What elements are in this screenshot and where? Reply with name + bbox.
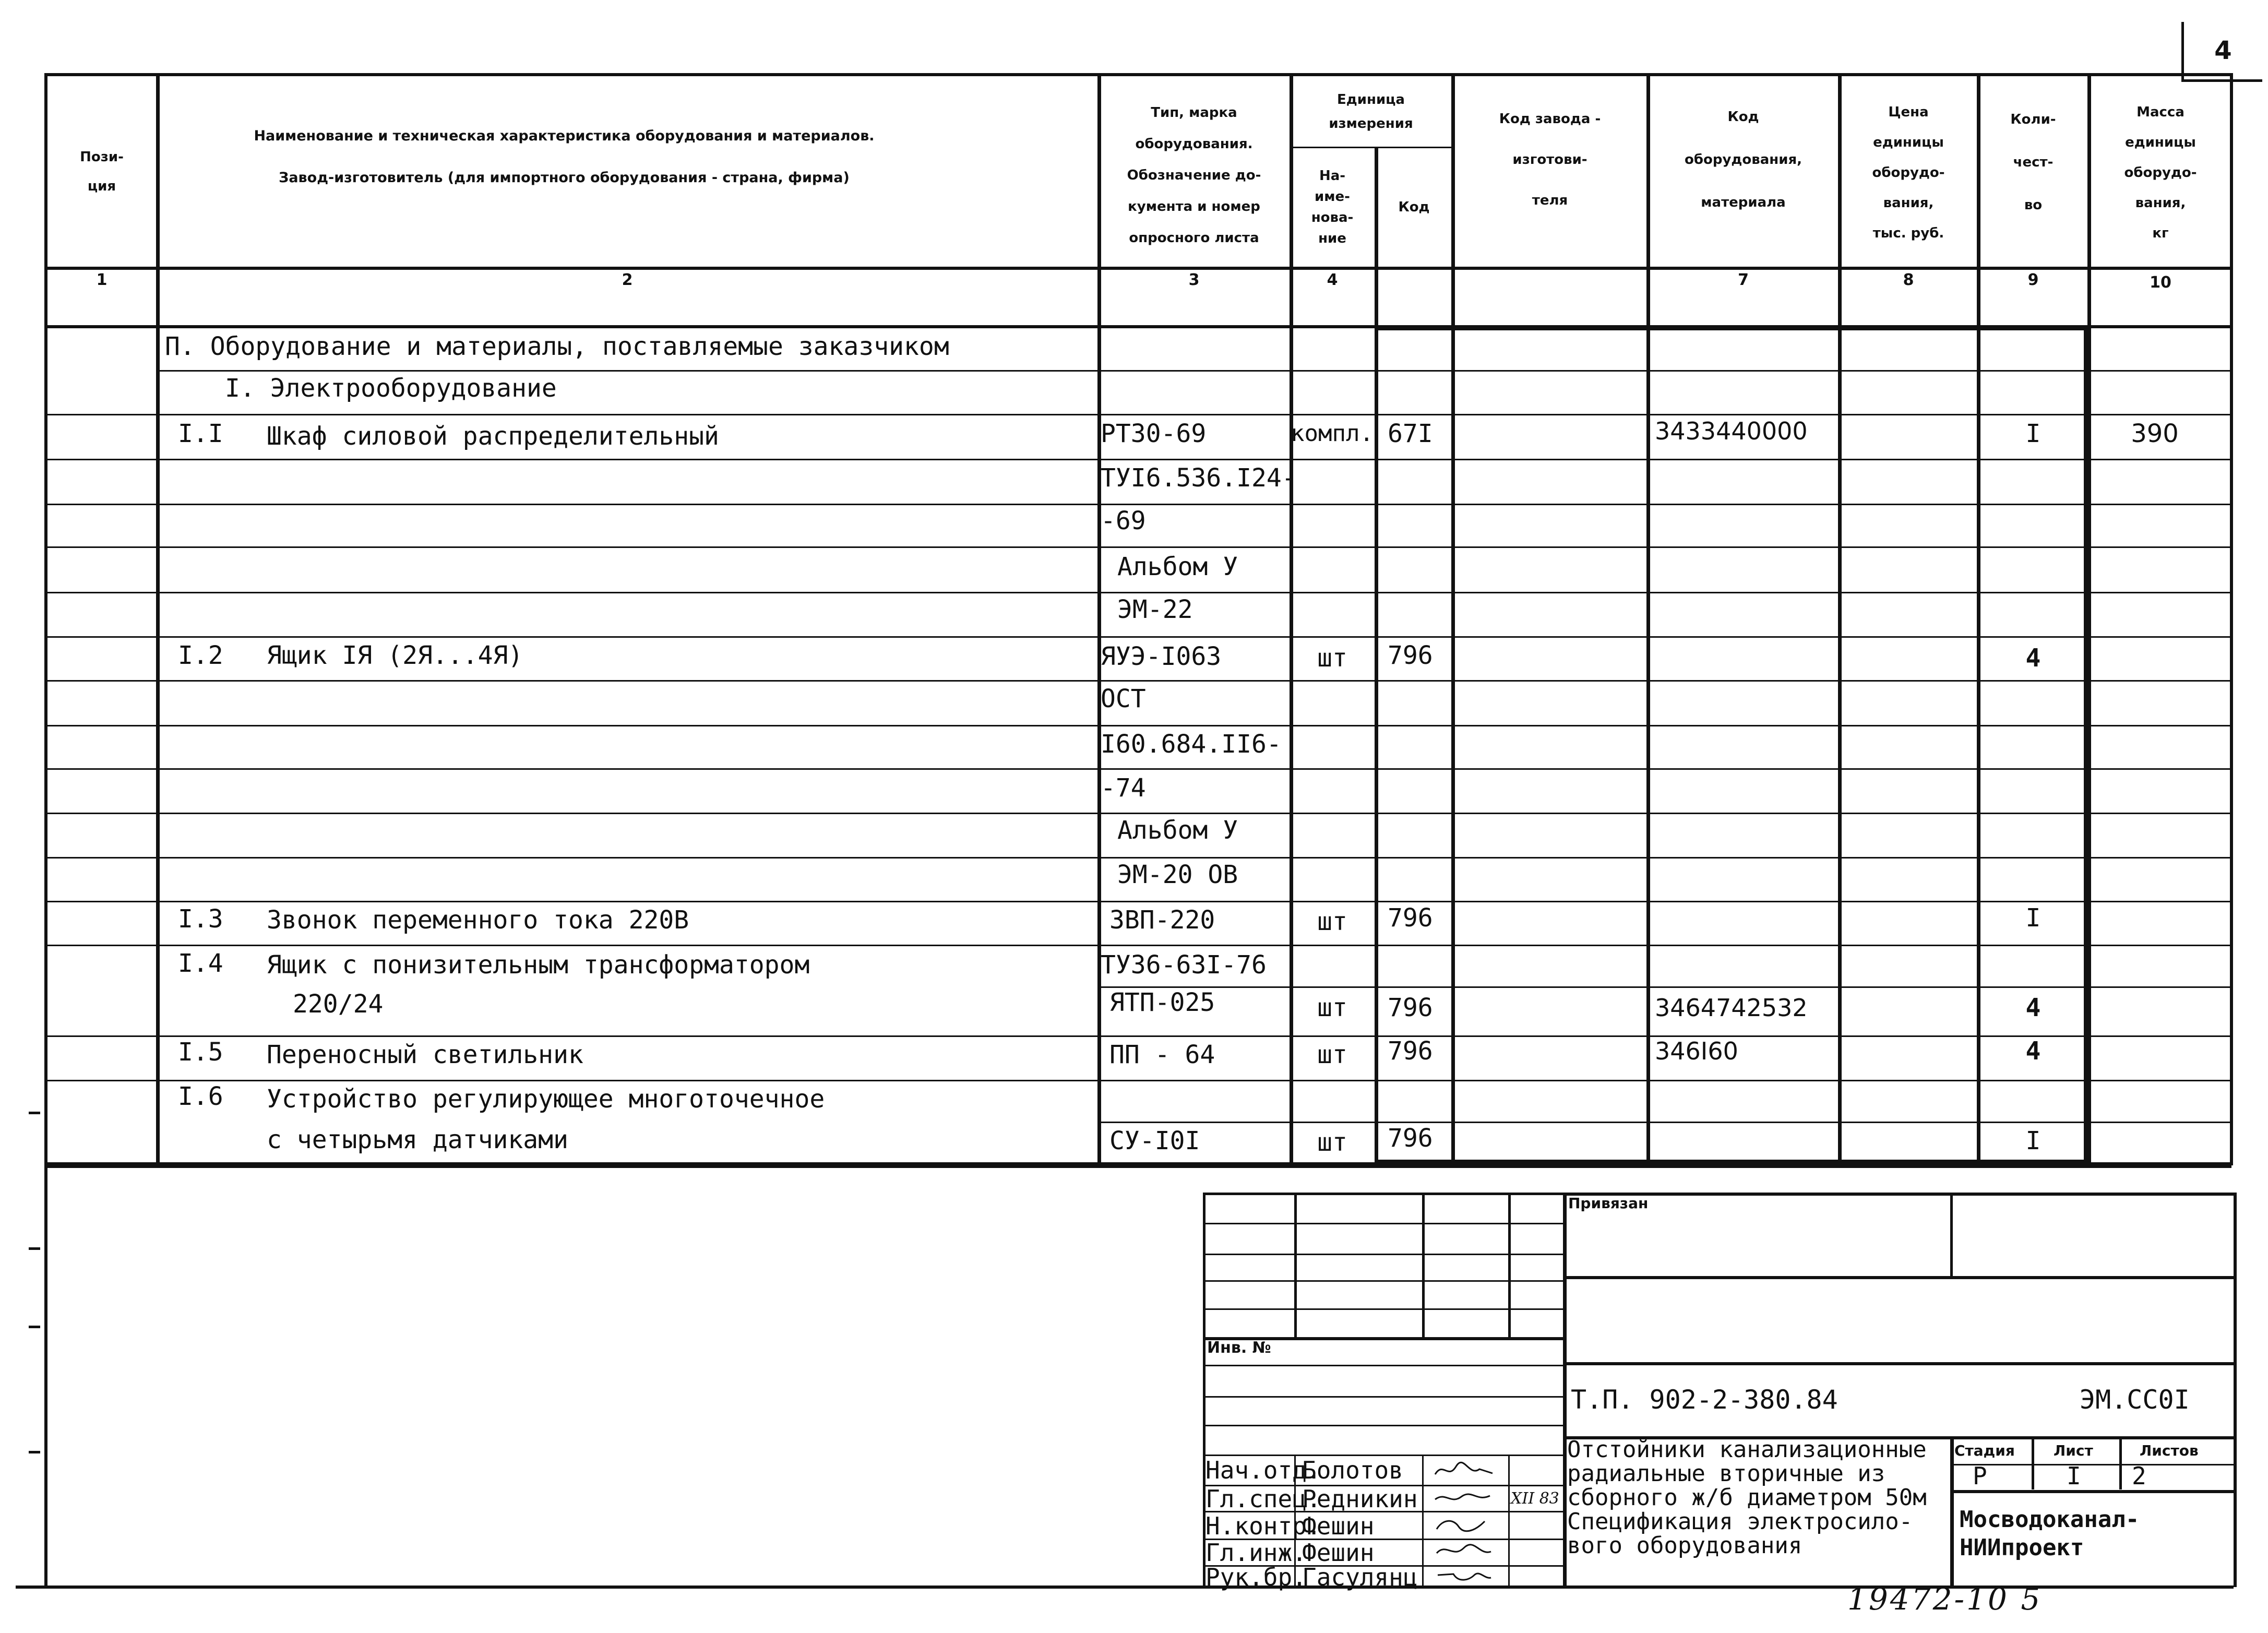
item-type: РТ30-69 (1101, 419, 1207, 448)
margin-tick (29, 1112, 40, 1114)
item-quantity: I (2025, 419, 2041, 448)
grid-line (1203, 1425, 1563, 1426)
grid-line (1950, 1490, 2234, 1493)
item-quantity: 4 (2025, 993, 2041, 1022)
row-line (156, 370, 2231, 372)
item-type-line: -74 (1101, 773, 1146, 803)
column-number: 10 (2150, 273, 2171, 292)
document-code: ЭМ.СС0I (2080, 1385, 2190, 1415)
grid-line (1294, 1193, 1297, 1337)
item-type: СУ-I0I (1109, 1126, 1200, 1155)
item-name-line: с четырьмя датчиками (267, 1125, 568, 1154)
item-mass: 390 (2131, 419, 2179, 448)
item-type-line: ТУI6.536.I24- (1101, 463, 1297, 493)
item-position: I.I (178, 419, 223, 448)
grid-line (1950, 1436, 1954, 1587)
margin-tick (29, 1451, 40, 1453)
item-quantity: 4 (2025, 643, 2041, 673)
row-line (47, 1035, 2231, 1037)
stage-value: Р (1973, 1462, 1987, 1490)
sign-date: XII 83 (1511, 1489, 1559, 1508)
grid-line (1422, 1455, 1424, 1587)
item-quantity: I (2025, 1126, 2041, 1155)
staff-role: Н.контр. (1205, 1512, 1321, 1540)
item-position: I.5 (178, 1038, 223, 1067)
frame-left (44, 1164, 47, 1588)
item-equipment-code: 3433440000 (1655, 417, 1808, 445)
item-name: Устройство регулирующее многоточечное (267, 1084, 825, 1114)
column-number: 2 (622, 270, 633, 289)
project-code: Т.П. 902-2-380.84 (1571, 1385, 1838, 1415)
item-unit-code: 796 (1388, 993, 1433, 1022)
grid-line (1950, 1464, 2234, 1465)
grid-line (1563, 1362, 2234, 1365)
column-number: 8 (1903, 270, 1914, 289)
column-number: 4 (1327, 270, 1338, 289)
header-unit-group: Единица измерения (1329, 91, 1413, 132)
item-position: I.2 (178, 641, 223, 670)
staff-role: Гл.инж. (1205, 1539, 1307, 1567)
item-name: Ящик с понизительным трансформатором (267, 950, 810, 980)
signature-icon (1433, 1565, 1495, 1588)
row-line (47, 1080, 2231, 1081)
row-line (47, 725, 2231, 726)
row-line (47, 459, 2231, 460)
section-heading: П. Оборудование и материалы, поставляемые заказчиком (165, 332, 949, 361)
item-type-line: ЭМ-20 ОВ (1117, 860, 1238, 889)
header-manufacturer-code: Код завода - изготови- теля (1499, 111, 1601, 208)
item-unit-code: 67I (1388, 419, 1433, 448)
grid-line (1563, 1276, 2234, 1279)
header-unit-name: На- име- нова- ние (1311, 168, 1354, 246)
item-unit-code: 796 (1388, 1036, 1433, 1066)
item-position: I.6 (178, 1082, 223, 1111)
sheet-number: 4 (2181, 22, 2262, 82)
bound-label: Привязан (1568, 1195, 1649, 1212)
row-line (1097, 1122, 2231, 1123)
subsection-heading: I. Электрооборудование (225, 374, 557, 403)
item-type-line: -69 (1101, 506, 1146, 535)
staff-role: Рук.бр. (1205, 1563, 1307, 1591)
row-line (1097, 986, 2231, 988)
row-line (47, 945, 2231, 946)
column-number: 9 (2027, 270, 2039, 289)
header-name: Наименование и техническая характеристика оборудования и материалов. Завод-изготовитель (для импортного оборудования - страна, фирма) (254, 128, 875, 186)
row-line (47, 680, 2231, 682)
header-type: Тип, марка оборудования. Обозначение до- кумента и номер опросного листа (1127, 105, 1261, 246)
grid-line (1203, 1223, 1563, 1224)
column-line (156, 76, 160, 1165)
header-unit-mass: Масса единицы оборудо- вания, кг (2124, 104, 2197, 241)
signature-icon (1433, 1513, 1495, 1537)
sheets-label: Листов (2140, 1442, 2199, 1459)
item-equipment-code: 346I60 (1655, 1037, 1738, 1065)
grid-line (1508, 1193, 1511, 1337)
column-number: 7 (1738, 270, 1749, 289)
item-name: Шкаф силовой распределительный (267, 422, 719, 451)
row-line (47, 546, 2231, 548)
column-number: 1 (96, 270, 108, 289)
staff-name: Фешин (1302, 1512, 1375, 1540)
sheet-label: Лист (2054, 1442, 2093, 1459)
archive-number: 19472-10 5 (1847, 1581, 2043, 1617)
item-unit-code: 796 (1388, 641, 1433, 670)
item-name: Ящик IЯ (2Я...4Я) (267, 641, 523, 670)
grid-line (1422, 1193, 1425, 1337)
item-name: Переносный светильник (267, 1040, 583, 1069)
margin-tick (29, 1247, 40, 1250)
item-position: I.4 (178, 949, 223, 978)
item-quantity: I (2025, 903, 2041, 933)
grid-line (1203, 1280, 1563, 1282)
grid-line (1203, 1365, 1563, 1366)
header-unit-price: Цена единицы оборудо- вания, тыс. руб. (1872, 104, 1945, 241)
inventory-label: Инв. № (1207, 1339, 1271, 1357)
item-unit: шт (1317, 907, 1347, 936)
item-type: ЯТП-025 (1109, 988, 1215, 1017)
item-type: ЯУЭ-I063 (1101, 642, 1222, 671)
grid-line (1203, 1254, 1563, 1255)
header-position: Пози- ция (80, 149, 124, 194)
item-type: ТУ36-63I-76 (1101, 950, 1267, 980)
item-name: Звонок переменного тока 220В (267, 905, 689, 935)
item-unit: шт (1317, 993, 1347, 1022)
row-line (47, 813, 2231, 814)
sheet-value: I (2067, 1462, 2081, 1490)
signature-icon (1433, 1540, 1495, 1564)
grid-line (1563, 1193, 2234, 1196)
staff-name: Фешин (1302, 1539, 1375, 1567)
header-quantity: Коли- чест- во (2010, 112, 2056, 213)
grid-line (1950, 1193, 1953, 1276)
staff-role: Нач.отд. (1205, 1456, 1321, 1484)
grid-line (2119, 1436, 2122, 1489)
header-equipment-code: Код оборудования, материала (1684, 109, 1803, 210)
item-type-line: ОСТ (1101, 684, 1146, 713)
stage-label: Стадия (1954, 1442, 2015, 1459)
item-type-line: Альбом У (1117, 816, 1238, 845)
item-unit: компл. (1291, 420, 1374, 447)
sheets-value: 2 (2132, 1462, 2146, 1490)
staff-name: Редникин (1302, 1485, 1418, 1513)
item-quantity: 4 (2025, 1036, 2041, 1066)
item-type: ПП - 64 (1109, 1040, 1215, 1069)
staff-role: Гл.спец. (1205, 1485, 1321, 1513)
staff-name: Гасулянц (1302, 1563, 1418, 1591)
frame-right (2234, 1193, 2237, 1587)
row-line (47, 414, 2231, 415)
specification-table (44, 73, 2233, 1165)
grid-line (2032, 1436, 2034, 1489)
grid-line (1203, 1396, 1563, 1398)
grid-line (1563, 1193, 1567, 1587)
grid-line (1203, 1308, 1563, 1310)
item-type-line: ЭМ-22 (1117, 595, 1193, 624)
grid-line (1508, 1455, 1510, 1587)
row-line (47, 592, 2231, 593)
item-unit: шт (1317, 643, 1347, 673)
item-unit-code: 796 (1388, 903, 1433, 933)
organization: Мосводоканал- НИИпроект (1960, 1506, 2140, 1561)
item-name-line: 220/24 (293, 990, 384, 1019)
signature-icon (1433, 1459, 1495, 1482)
item-type-line: Альбом У (1117, 552, 1238, 581)
margin-tick (29, 1326, 40, 1328)
row-line (47, 901, 2231, 902)
item-type: ЗВП-220 (1109, 905, 1215, 935)
signature-icon (1433, 1486, 1495, 1510)
item-type-line: I60.684.II6- (1101, 730, 1282, 759)
item-position: I.3 (178, 904, 223, 934)
item-unit-code: 796 (1388, 1124, 1433, 1153)
staff-name: Болотов (1302, 1456, 1403, 1484)
row-line (47, 857, 2231, 859)
drawing-description: Отстойники канализационные радиальные вторичные из сборного ж/б диаметром 50м Спецификация электросило- вого оборудования (1567, 1436, 1927, 1559)
column-number: 3 (1188, 270, 1200, 289)
item-unit: шт (1317, 1040, 1347, 1069)
title-block (1203, 1193, 2234, 1591)
row-line (47, 636, 2231, 638)
header-unit-code: Код (1398, 199, 1430, 215)
row-line (47, 768, 2231, 770)
item-unit: шт (1317, 1128, 1347, 1157)
item-equipment-code: 3464742532 (1655, 994, 1808, 1022)
body-bottom-line (47, 1165, 2231, 1168)
